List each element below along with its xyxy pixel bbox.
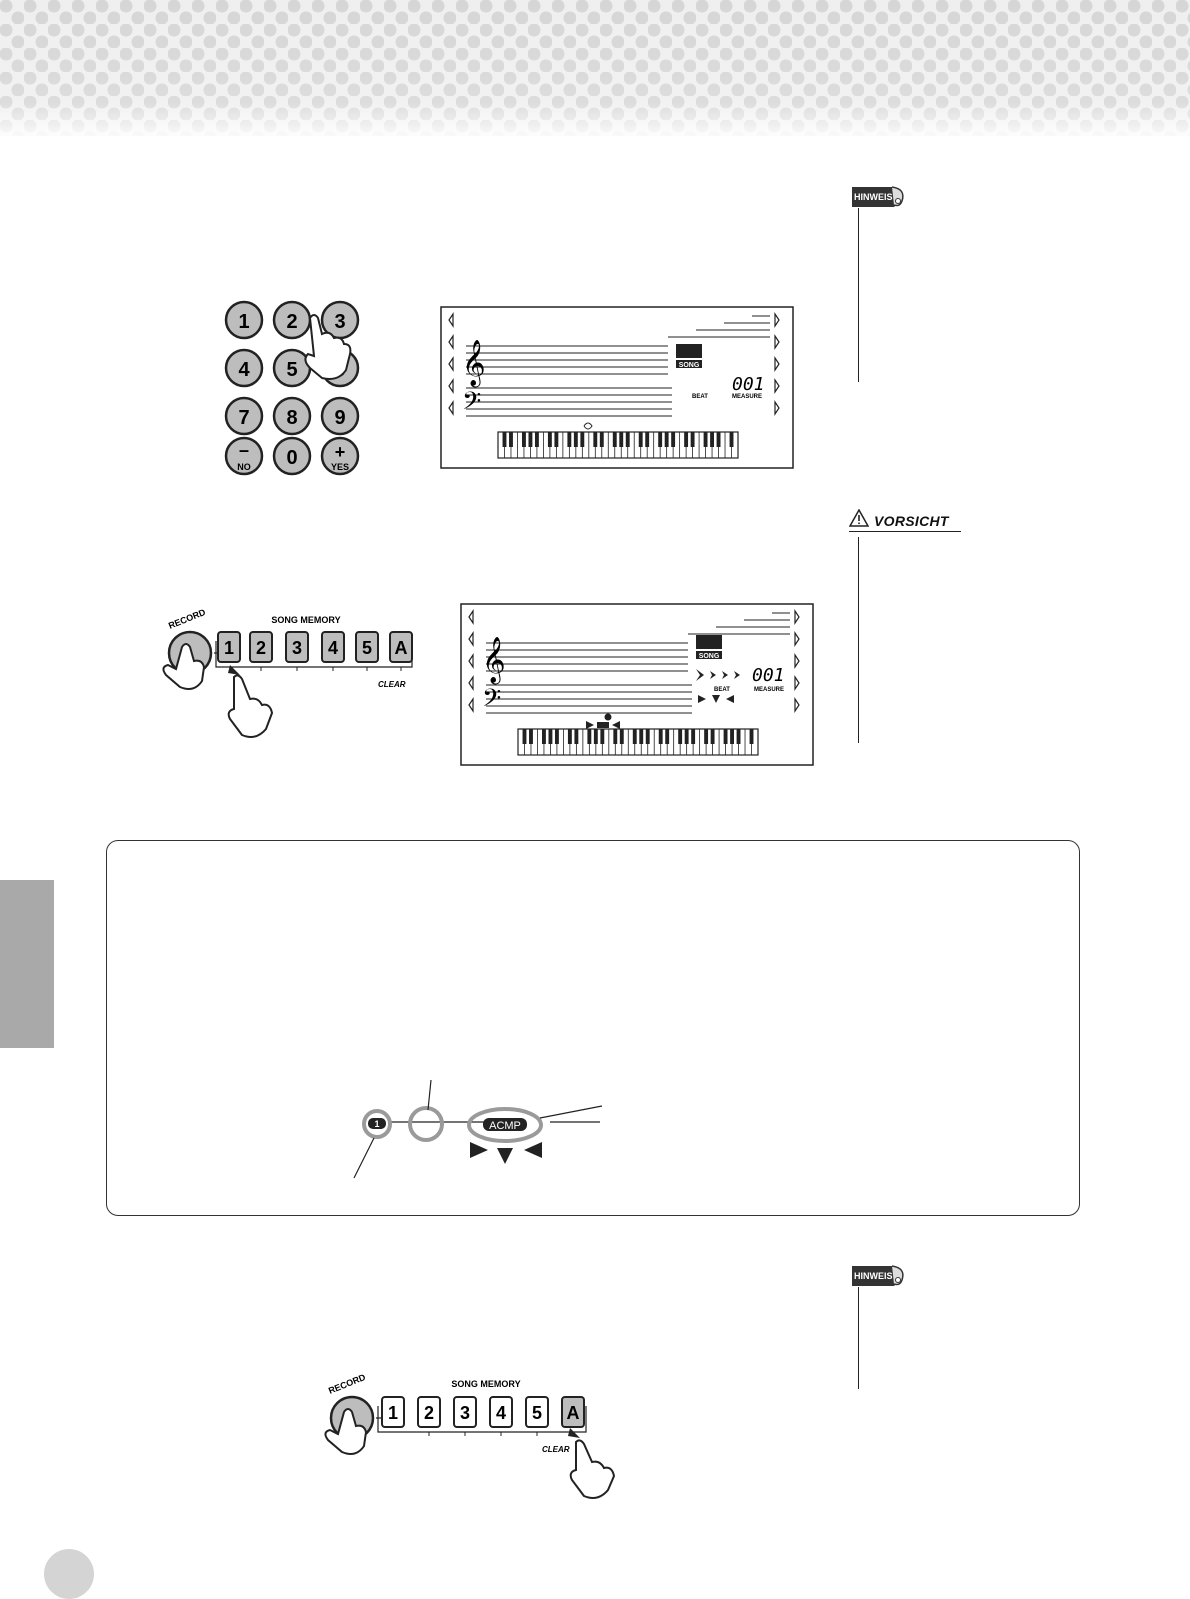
song-memory-buttons	[218, 632, 412, 662]
song-memory-button[interactable]	[218, 632, 240, 662]
svg-text:4: 4	[238, 359, 250, 381]
svg-text:1: 1	[374, 1119, 380, 1129]
svg-text:RECORD: RECORD	[327, 1371, 367, 1396]
vorsicht-rule	[849, 531, 961, 532]
svg-text:2: 2	[255, 638, 267, 658]
svg-text:001: 001	[752, 665, 785, 686]
keypad-yes-key[interactable]	[322, 438, 358, 474]
hinweis-label: HINWEIS	[854, 192, 893, 202]
hinweis-note-icon	[850, 1262, 908, 1290]
svg-text:8: 8	[286, 407, 298, 429]
svg-text:ACMP: ACMP	[489, 1120, 521, 1132]
svg-text:BEAT: BEAT	[692, 394, 708, 400]
song-memory-button[interactable]	[526, 1397, 548, 1427]
number-keypad	[222, 298, 372, 480]
svg-text:7: 7	[238, 407, 250, 429]
note-margin-line	[858, 1287, 859, 1389]
svg-text:A: A	[566, 1403, 580, 1423]
svg-text:4: 4	[495, 1403, 507, 1423]
svg-text:3: 3	[459, 1403, 471, 1423]
song-memory-button[interactable]	[490, 1397, 512, 1427]
lcd-display	[440, 306, 794, 469]
svg-text:3: 3	[334, 311, 346, 333]
svg-text:YES: YES	[330, 462, 350, 472]
song-memory-button[interactable]	[382, 1397, 404, 1427]
keypad-key[interactable]	[226, 398, 262, 434]
pointing-hand-icon	[571, 1440, 614, 1498]
song-memory-button[interactable]	[390, 632, 412, 662]
hinweis-note-icon	[850, 183, 908, 211]
song-memory-button[interactable]	[250, 632, 272, 662]
svg-text:9: 9	[334, 407, 346, 429]
chapter-side-tab	[0, 880, 54, 1048]
svg-text:1: 1	[238, 311, 250, 333]
keypad-key[interactable]	[226, 302, 262, 338]
song-memory-panel	[306, 1370, 636, 1504]
lcd-keyboard	[498, 432, 738, 458]
treble-clef-icon: 𝄞	[462, 341, 486, 385]
svg-text:MEASURE: MEASURE	[732, 394, 763, 400]
leader-line	[354, 1138, 374, 1178]
svg-text:1: 1	[223, 638, 235, 658]
svg-text:4: 4	[327, 638, 339, 658]
arrow-icon	[568, 1428, 580, 1438]
keypad-key[interactable]	[274, 438, 310, 474]
svg-text:BEAT: BEAT	[714, 687, 730, 693]
page-number-circle	[44, 1549, 94, 1599]
song-memory-panel	[146, 605, 426, 753]
song-pictogram-icon	[676, 344, 702, 358]
song-memory-button[interactable]	[286, 632, 308, 662]
note-margin-line	[858, 537, 859, 743]
svg-text:+: +	[334, 442, 346, 462]
keypad-key[interactable]	[274, 350, 310, 386]
svg-text:CLEAR: CLEAR	[378, 680, 406, 689]
leader-line	[428, 1080, 431, 1110]
empty-highlight-ring	[410, 1108, 442, 1140]
song-memory-button[interactable]	[418, 1397, 440, 1427]
svg-text:3: 3	[291, 638, 303, 658]
keypad-key[interactable]	[226, 350, 262, 386]
svg-text:NO: NO	[237, 462, 251, 472]
header-dot-pattern	[0, 0, 1190, 136]
svg-text:MEASURE: MEASURE	[754, 687, 785, 693]
pointing-hand-icon	[229, 675, 272, 737]
treble-clef-icon: 𝄞	[482, 638, 506, 682]
svg-text:001: 001	[732, 374, 765, 395]
hinweis-label: HINWEIS	[854, 1271, 893, 1281]
song-memory-button[interactable]	[322, 632, 344, 662]
svg-text:0: 0	[286, 447, 298, 469]
svg-text:SONG MEMORY: SONG MEMORY	[451, 1379, 521, 1389]
lcd-keyboard	[518, 729, 758, 755]
svg-text:–: –	[238, 440, 250, 460]
bass-clef-icon: 𝄢	[482, 685, 502, 718]
svg-text:A: A	[394, 638, 408, 658]
lcd-display-recording	[460, 603, 814, 766]
indicator-diagram	[340, 1078, 620, 1182]
song-memory-button[interactable]	[356, 632, 378, 662]
svg-text:5: 5	[531, 1403, 543, 1423]
vorsicht-label: VORSICHT	[874, 513, 949, 529]
song-pictogram-icon	[696, 635, 722, 649]
svg-text:SONG MEMORY: SONG MEMORY	[271, 615, 341, 625]
bass-clef-icon: 𝄢	[462, 388, 482, 421]
keypad-key[interactable]	[274, 398, 310, 434]
leader-line	[540, 1106, 602, 1118]
keypad-no-key[interactable]	[226, 438, 262, 474]
svg-text:RECORD: RECORD	[167, 606, 207, 631]
keypad-key[interactable]	[274, 302, 310, 338]
song-memory-button[interactable]	[454, 1397, 476, 1427]
note-margin-line	[858, 208, 859, 382]
svg-text:2: 2	[286, 311, 298, 333]
warning-triangle-icon	[849, 509, 869, 527]
keypad-key[interactable]	[322, 398, 358, 434]
svg-text:5: 5	[361, 638, 373, 658]
svg-text:2: 2	[423, 1403, 435, 1423]
svg-text:SONG: SONG	[678, 362, 700, 369]
svg-text:SONG: SONG	[698, 653, 720, 660]
svg-text:5: 5	[286, 359, 298, 381]
song-memory-button[interactable]	[562, 1397, 584, 1427]
svg-text:1: 1	[387, 1403, 399, 1423]
svg-text:CLEAR: CLEAR	[542, 1445, 570, 1454]
song-memory-buttons	[382, 1397, 584, 1427]
